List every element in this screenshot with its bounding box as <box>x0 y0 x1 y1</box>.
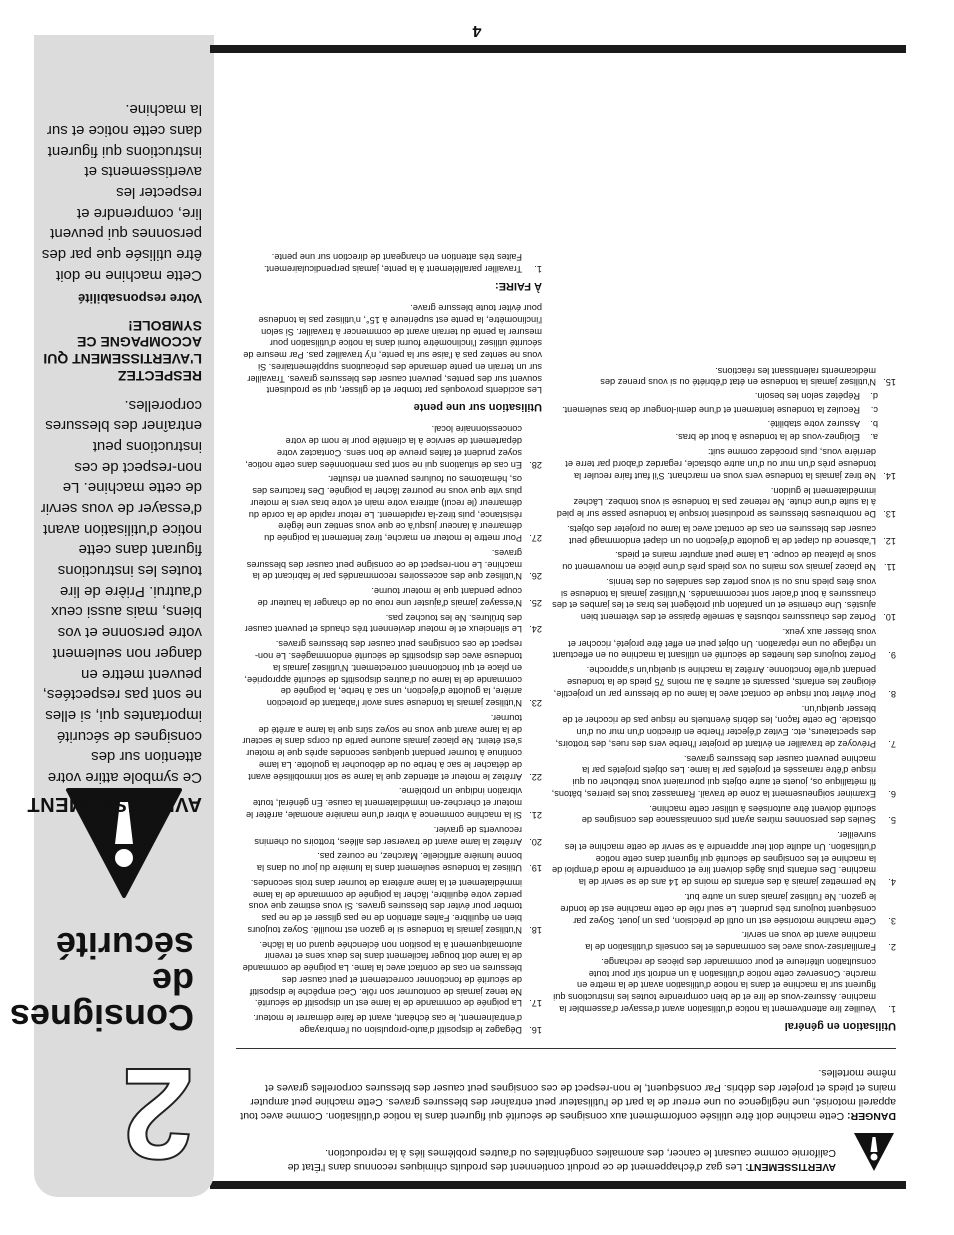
list-item <box>551 549 896 573</box>
item-text: N'utilisez jamais la tondeuse sans avoir l'abattant de protection arrière, la goulotte d'éjection, un sac à herbe, la poignée de commande de la lame ou d'autres dispositifs de sécurité appropriée, en place et qui fonctionnent correctement. N'utilisez jamais la tondeuse avec des dispositifs de sécurité endommagées. Le non-respect de ces consignes peut causer des blessures graves. <box>244 639 522 709</box>
item-number: 19. <box>529 863 542 874</box>
item-text: N'utilisez jamais la tondeuse en état d'ébriété ou si vous prenez des médicaments ralentissant les réactions. <box>600 365 876 388</box>
item-text: Reculez la tondeuse lentement et d'une demi-longeur de bras seulement. <box>562 404 860 415</box>
item-text: Prévoyez de travailler en évitant de projeter l'herbe vers des rues, des trottoirs, des spectateurs, etc. Evitez d'éjecter l'herbe en direction d'un mur ou d'un obstacle. De cette façon, les débris éventuels ne risque pas de ricocher et de blesser quelqu'un. <box>555 703 876 749</box>
list-item <box>551 702 896 749</box>
list-item <box>551 828 896 887</box>
list-item <box>242 823 542 847</box>
item-text: Travailler parallèlement à la pente, jamais perpendiculairement. Faites très attention en changeant de direction sur une pente. <box>263 252 522 275</box>
list-item <box>242 711 542 782</box>
warning-label: AVERTISSEMENT: <box>745 1161 836 1173</box>
item-number: 7. <box>888 738 896 749</box>
list-item <box>551 522 896 546</box>
item-text: Cette machine motorisée est un outil de précision, pas un jouet. Soyez par conséquent toujours très prudent. Le seul rôle de cette machine est de tondre le gazon. Ne l'utilisez jamais dans un autre but. <box>560 892 876 926</box>
item-text: Éloignez-vous de la tondeuse à bout de bras. <box>675 432 860 443</box>
item-text: Portez toujours des lunettes de sécurité en utilisant la machine ou en effectuant un réglage ou une réparation. Un objet peut en effet être projeté, ricocher et vous blesser aux yeux. <box>552 626 876 661</box>
item-number: 9. <box>888 650 896 661</box>
slope-intro-text: Les accidents provoqués par tomber et de glisser, qui se produisent souvent sur des pentes, peuvent causer des blessures graves. Travailler sur un terrain en pente demande des précautions supplémentaires. Si vous ne sentez pas à l'aise sur la pente, n'y travaillez pas. Par mesure de sécurité utilisez l'inclinomètre fourni dans la notice d'utilisation pour mesurer la pente du terrain avant de commencer à travailler. Si selon l'inclinomètre, la pente est supérieure à 15°, n'utilisez pas la tondeuse pour éviter toute blessure grave. <box>243 303 542 396</box>
item-number: d. <box>870 391 878 402</box>
item-text: N'utilisez jamais la tondeuse si le gazon est mouillé. Soyez toujours bien en équilibre. Faites attention de ne pas glisser et de ne pas tomber pour éviter des blessures graves. Si vous estimez que vous perdez votre équilibre, lâcher la poignée de commande de la lame immédiatement et la lame arrêtera de tourner dans trois secondes. <box>247 877 522 935</box>
list-item <box>551 802 896 826</box>
chapter-title-line-1: Consignes <box>9 997 194 1038</box>
item-number: 12. <box>883 535 896 546</box>
list-item <box>242 785 542 820</box>
danger-paragraph <box>236 1066 896 1123</box>
top-rule <box>210 1181 906 1189</box>
item-number: a. <box>870 432 878 443</box>
item-text: De nombreuses blessures se produisent lorsque la tondeuse passe sur le pied à la suite d'une chute. Ne retenez pas la tondeuse si vous tombez. Lâchez immédiatement le guidon. <box>556 485 876 520</box>
item-text: Ne tirez jamais la tondeuse vers vous en marchant. S'il faut faire reculer la tondeuse près d'un mur ou d'un autre obstacle, regardez d'abord par terre et derrière vous, puis procédez comme suit: <box>565 447 876 481</box>
item-text: Répétez selon les besoin. <box>754 391 860 402</box>
item-number: 4. <box>888 877 896 888</box>
list-item <box>551 663 896 698</box>
sidebar-text <box>37 97 202 787</box>
chapter-title-line-2: de <box>151 961 194 1002</box>
item-number: 28. <box>529 459 542 470</box>
item-text: Examiner soigneusement la zone de travail. Ramassez tous les pierres, bâtons, fil métallique os, jouets et autre objets qui pourraient vous trébucher ou qui risque d'être ramassés et projetés par la lame. Les objets projetés par la machine peuvent causer des blessures graves. <box>551 753 876 799</box>
slope-intro <box>242 301 542 395</box>
list-item <box>551 484 896 519</box>
danger-label: DANGER: <box>847 1110 896 1122</box>
item-number: 25. <box>529 597 542 608</box>
sidebar-intro: Ce symbole attire votre attention sur des consignes de sécurité importantes qui, si elles ne sont pas respectées, peuvent mettre en danger non seulement votre personne et vos biens, mais aussi ceux d'autrui. Prière de lire toutes les instructions figurant dans cette notice d'utilisation avant d'essayer de vous servir de cette machine. Le non-respect de ces instructions peut entraîner des blessures corporelles. <box>40 396 202 786</box>
list-item <box>242 611 542 635</box>
list-item <box>242 546 542 581</box>
item-text: Le silencieux et le moteur deviennent très chauds et peuvent causer des brûlures. Ne les touchez pas. <box>244 612 522 635</box>
item-text: Dégagez le dispositif d'auto-propulsion ou l'embrayage d'entraînement, le cas échéant, avant de faire démarrer le moteur. <box>253 1013 522 1035</box>
item-text: Pour éviter tout risque de contact avec la lame ou de blessure par un projectile, éloignez les enfants, passants et autres à au moins 75 pieds de la tondeuse pendant qu'elle fonctionne. Arrêtez la machine si quelqu'un s'approche. <box>553 665 876 699</box>
item-number: 18. <box>529 924 542 935</box>
item-text: L'absence du clapet de la goulotte d'éjection ou un clapet endommagé peut causer des blessures en cas de contact avec la lame ou projeter des objets. <box>567 523 876 546</box>
item-number: 17. <box>529 998 542 1009</box>
item-number: 27. <box>529 533 542 544</box>
item-text: Veuillez lire attentivement la notice d'utilisation avant d'essayer d'assembler la machine. Assurez-vous de lire et de bien comprendre toutes les instructions qui figurent sur la machine et dans la notice d'utilisation avant de la mettre en marche. Conservez cette notice d'utilisation à un endroit sûr pour toute consultation ultérieure et pour commander des pièces de rechange. <box>553 956 876 1014</box>
list-item <box>551 364 896 388</box>
item-text: Ne placez jamais vos mains ou vos pieds près d'une pièce en mouvement ou sous le plateau de coupe. La lame peut amputer mains et pieds. <box>562 550 876 573</box>
list-item <box>242 638 542 709</box>
item-number: 16. <box>529 1025 542 1035</box>
item-text: N'essayez jamais d'ajuster une roue ou de changer la hauteur de coupe pendant que le moteur tourne. <box>257 586 522 608</box>
list-item <box>242 938 542 1009</box>
todo-heading: À FAIRE: <box>494 280 542 293</box>
item-number: 2. <box>888 942 896 953</box>
list-item <box>551 417 878 429</box>
page-number: 4 <box>472 22 482 39</box>
item-number: 1. <box>534 264 542 275</box>
list-item <box>551 929 896 953</box>
item-number: c. <box>870 404 878 415</box>
item-number: 13. <box>883 509 896 520</box>
item-text: En cas de situations qui ne sont pas mentionnées dans cette notice, soyez prudent et faites preuve de bon sens. Contactez votre département de service à la clientèle pour le nom de votre concessionnaire local. <box>245 424 522 470</box>
item-number: 8. <box>888 688 896 699</box>
item-text: Familiarisez-vous avec les commandes et les conseils d'utilisation de la machine avant de vous en servir. <box>585 930 876 953</box>
chapter-title-line-3: sécurité <box>55 925 194 966</box>
sidebar-warning-heading: AVERTISSEMENT <box>26 793 202 815</box>
list-item <box>551 955 896 1014</box>
list-item <box>242 1011 542 1035</box>
list-item <box>242 422 542 469</box>
item-text: Arrêtez le moteur et attendez que la lame se soit immobilisée avant de détacher le sac à herbe ou de déboucher la goulotte. La lame continue à tourner pendant quelques secondes après que le moteur s'est éteint. Ne placez jamais aucune partie du corps dans le secteur de la lame avant que vous ne soyez sûrs que la lame a arrêté de tourner. <box>242 712 522 782</box>
sidebar-responsibility-text: Cette machine ne doit être utilisée que par des personnes qui peuvent lire, comprendre et respecter les avertissements et instructions qui figurent dans cette notice et sur la machine. <box>41 101 202 284</box>
list-item <box>551 575 896 622</box>
item-text: Ne permettez jamais à des enfants de moins de 14 ans de se servir de la machine. Des enfants plus âgés doivent lire et comprendre le mode d'emploi de la machine et les consignes de sécurité qui figurent dans cette notice d'utilisation. Un adulte doit leur apprendre à se servir de cette machine et les surveiller. <box>551 830 876 888</box>
list-item <box>551 403 878 415</box>
item-text: Portez des chaussures robustes à semelle épaisse et des vêtement bien ajustés. Une chemise et un pantalon qui protègent les bras et les jambes et des chaussures à bout d'acier sont recommandés. N'utilisez jamais la tondeuse si vous êtes pieds nus ou si vous portez des sandales ou des tennis. <box>552 576 876 623</box>
item-number: b. <box>870 418 878 429</box>
list-item <box>551 890 896 925</box>
item-text: La poignée de commande de la lame est un dispositif de sécurité. Ne tenez jamais de contourner son rôle. Ceci empêche le dispositif de sécurité de fonctionner correctement et peut causer des blessures en cas de contact avec la lame. La poignée de commande de la lame doit bouger facilement dans les deux sens et revenir automatiquement à la position non éclenchée quand on la lâche. <box>242 939 522 1009</box>
item-number: 1. <box>888 1003 896 1014</box>
item-text: Assurez votre stabilité. <box>767 418 860 429</box>
danger-body: Cette machine doit être utilisée conformément aux consignes de sécurité qui figurent dans la notice d'utilisation. Comme avec tout appareil motorisé, une négligence ou une erreur de la part de l'utilisateur peut entraîner des blessures graves. Cette machine peut amputer mains et pieds et projeter des débris. Par conséquent, le non-respect de ces consignes peut causer des blessures corporelles graves et même mortelles. <box>240 1067 896 1122</box>
item-number: 5. <box>888 815 896 826</box>
item-text: Si la machine commence à vibrer d'une manière anomale, arrêter le moteur et cherchez-en immédiatement la cause. En général, toute vibration indique un problème. <box>246 786 522 820</box>
item-number: 15. <box>883 377 896 388</box>
item-number: 6. <box>888 788 896 799</box>
chapter-title <box>9 925 194 1038</box>
list-item <box>242 251 542 275</box>
item-text: N'utilisez que des accessoires recommandés par le fabricant de la machine. Le non-respect de ce consigne peut causer des blessures graves. <box>246 547 522 582</box>
item-number: 10. <box>883 612 896 623</box>
california-warning-text <box>256 1146 836 1173</box>
item-text: Arrêtez la lame avant de traverser des allées, trottoirs ou chemins recouverts de gravier. <box>254 824 522 847</box>
column-left <box>551 361 896 1035</box>
item-text: Utilisez la tondeuse seulement dans la lumière du jour ou dans la bonne lumière artificielle. Marchez, ne courez pas. <box>256 851 522 874</box>
list-item <box>551 389 878 401</box>
column-right <box>242 248 542 1035</box>
chapter-number: 2 <box>121 1041 194 1187</box>
item-number: 23. <box>529 698 542 709</box>
section-divider <box>236 1048 896 1049</box>
list-item <box>242 876 542 935</box>
item-text: Seules des personnes mûres ayant pris connaissance des consignes de sécurité doivent être autorisées à utiliser cette machine. <box>581 803 876 826</box>
item-number: 26. <box>529 571 542 582</box>
item-number: 22. <box>529 771 542 782</box>
list-item <box>551 625 896 660</box>
item-number: 24. <box>529 624 542 635</box>
list-item <box>242 473 542 544</box>
bottom-rule <box>210 45 906 53</box>
item-number: 11. <box>883 562 896 573</box>
section-heading-slope: Utilisation sur une pente <box>413 401 542 414</box>
list-item <box>551 431 878 443</box>
list-item <box>242 850 542 874</box>
california-warning <box>256 1146 896 1173</box>
sidebar-responsibility-heading: Votre responsabilité <box>77 290 202 306</box>
item-number: 21. <box>529 809 542 820</box>
list-item <box>551 445 896 480</box>
sidebar-respect-heading: RESPECTEZ L'AVERTISSEMENT QUI ACCOMPAGNE CE SYMBOLE! <box>43 317 202 384</box>
item-text: Pour mettre le moteur en marche, tirez lentement la poignée du démarreur à lanceur jusqu'à ce que vous sentiez une légère résistance, puis tirez-la rapidement. Le retour rapide de la corde du démarreur (le recul) attirera votre main et votre bras vers le moteur plus vite que vous ne pourrez lâcher la poignée. Des fractures des os, hématomes ou foulures peuvent en résulter. <box>248 474 522 544</box>
list-item <box>242 584 542 608</box>
item-number: 20. <box>529 836 542 847</box>
item-number: 3. <box>888 915 896 926</box>
section-heading-general: Utilisation en général <box>784 1020 896 1032</box>
list-item <box>551 752 896 799</box>
item-number: 14. <box>883 470 896 481</box>
small-warning-icon <box>852 1129 896 1173</box>
warning-body: Les gaz d'échappement de ce produit contiennent des produits chimiques reconnus dans l'État de Californie comme causant le cancer, des anomalies congénitales ou d'autres problèmes liés à la reproduction. <box>287 1147 836 1173</box>
